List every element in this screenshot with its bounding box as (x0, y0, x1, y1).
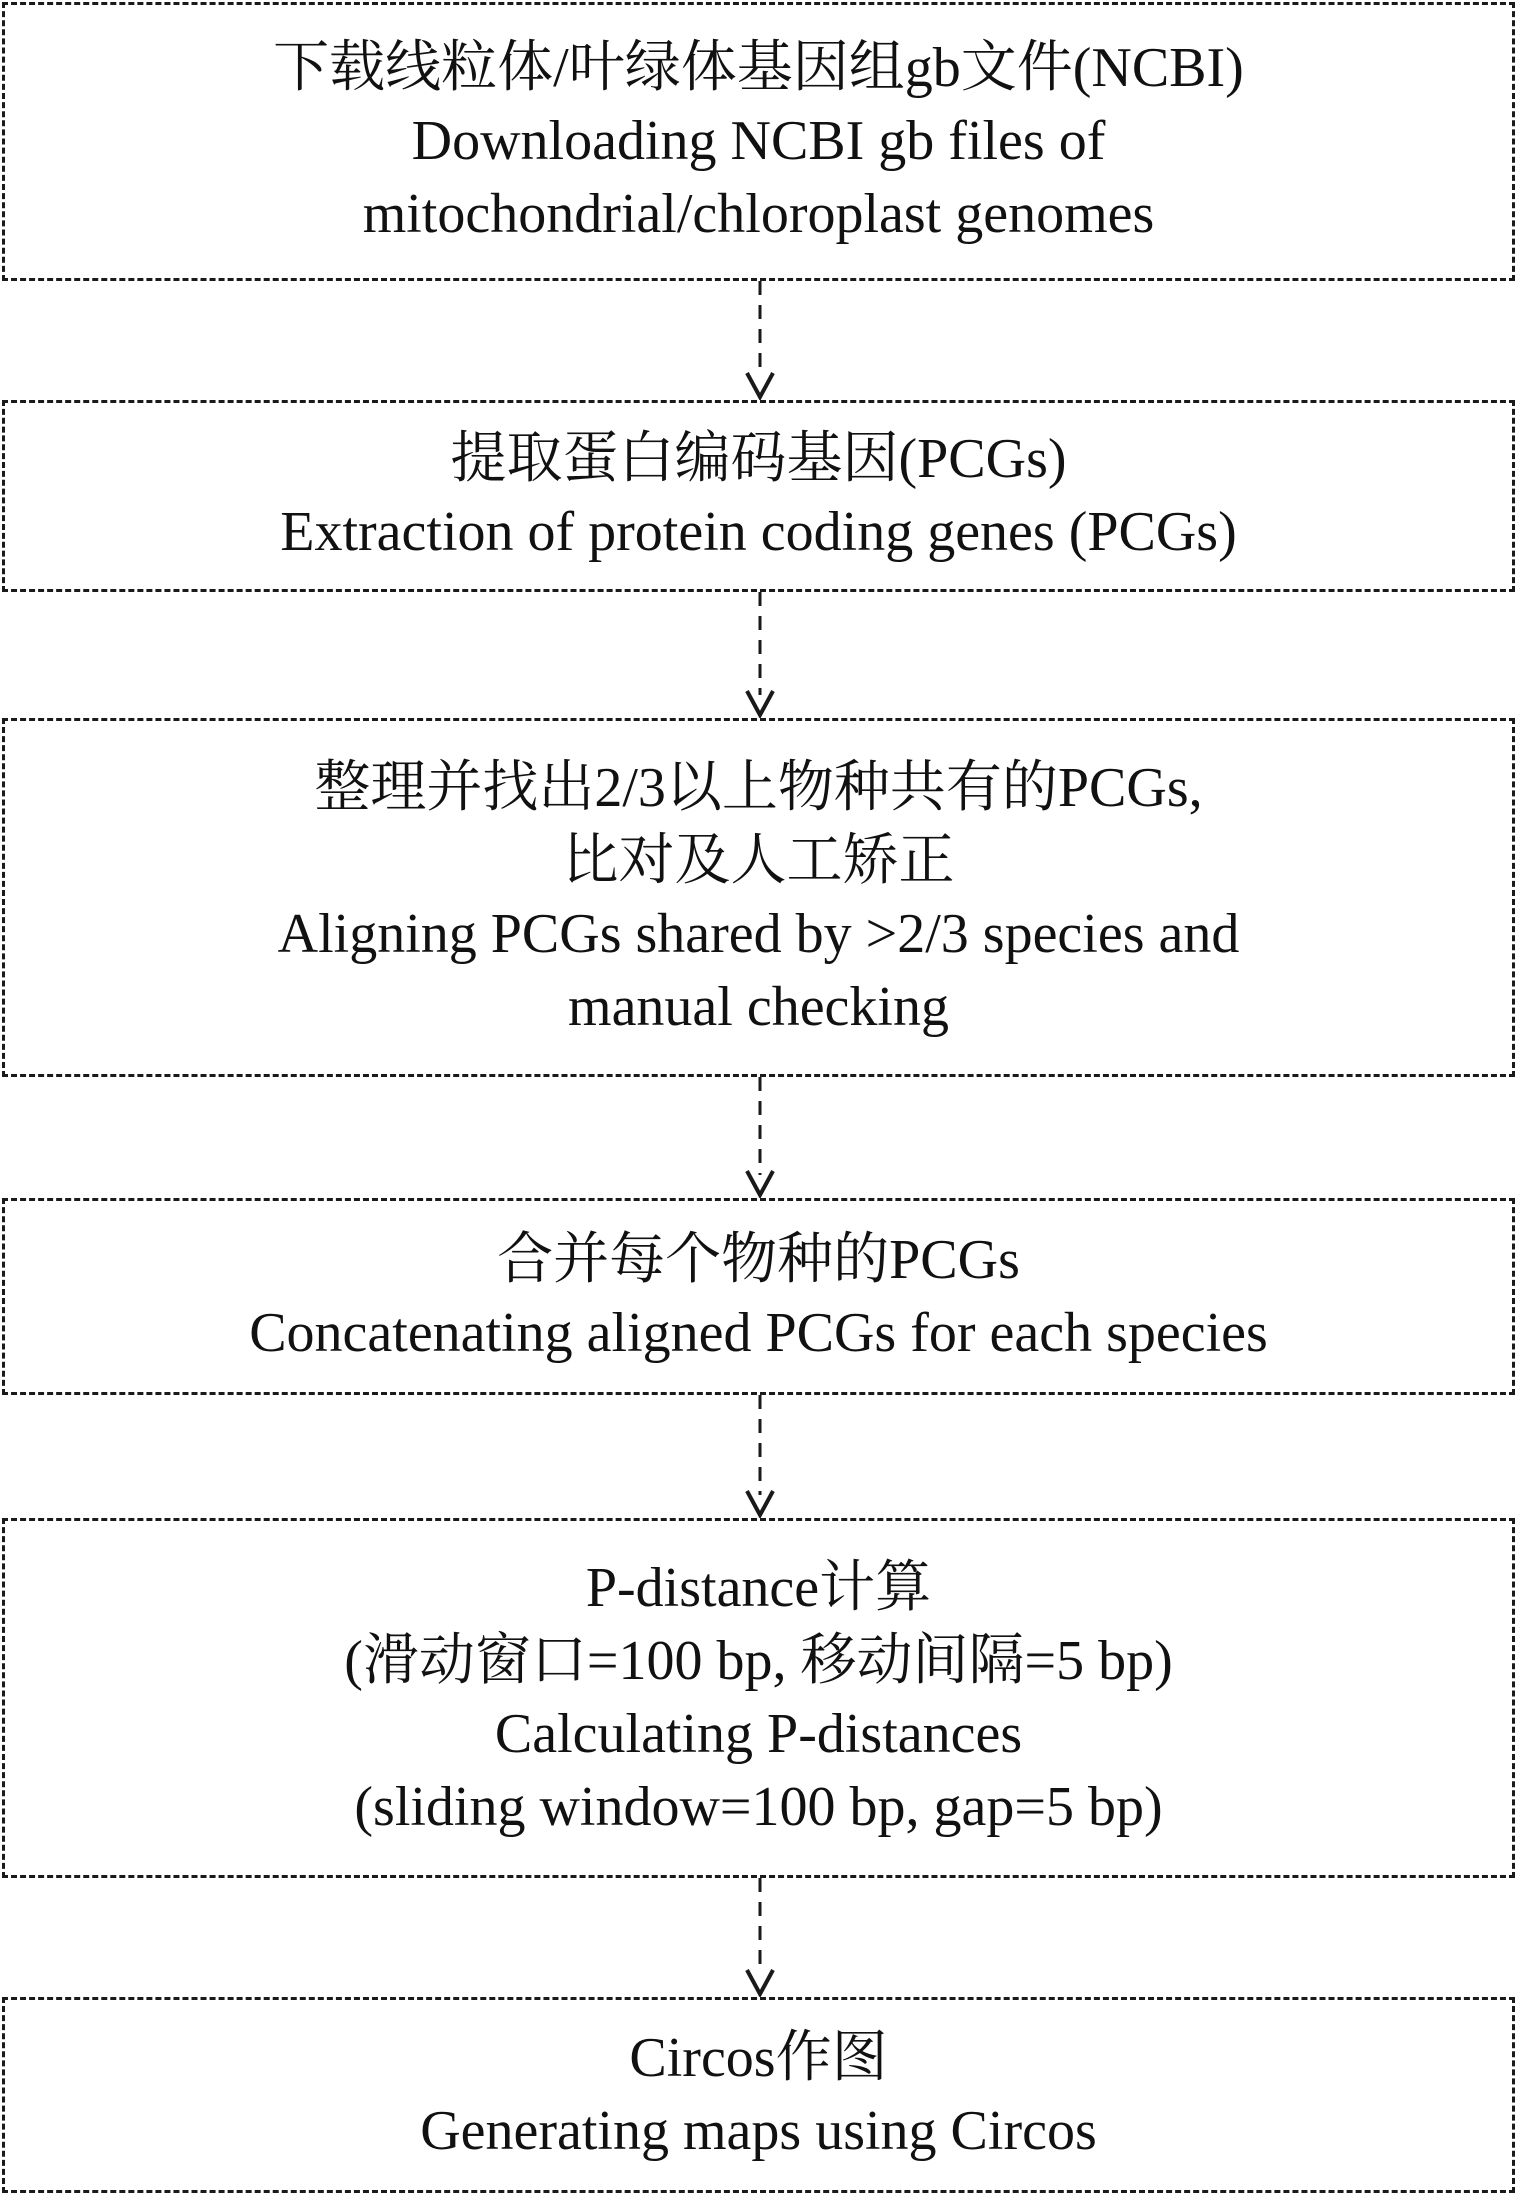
step-extract-pcgs (2, 400, 1515, 592)
flow-arrow (740, 592, 780, 718)
step-label-zh: 提取蛋白编码基因(PCGs) (450, 428, 1067, 490)
step-label-zh: (滑动窗口=100 bp, 移动间隔=5 bp) (344, 1630, 1173, 1692)
step-align-pcgs (2, 718, 1515, 1077)
step-label-zh: P-distance计算 (585, 1557, 932, 1619)
step-label-en: Downloading NCBI gb files of (411, 110, 1106, 172)
step-label-en: manual checking (568, 975, 949, 1038)
flow-arrow (740, 1077, 780, 1198)
step-label-en: Concatenating aligned PCGs for each species (249, 1301, 1268, 1364)
step-concatenate-pcgs (2, 1198, 1515, 1395)
step-label-zh: Circos作图 (629, 2027, 888, 2089)
step-label-en: Generating maps using Circos (420, 2100, 1097, 2162)
step-calculate-p-distance (2, 1518, 1515, 1878)
step-label-zh: 比对及人工矫正 (562, 829, 955, 892)
step-label-en: (sliding window=100 bp, gap=5 bp) (354, 1776, 1163, 1838)
step-label-en: mitochondrial/chloroplast genomes (362, 183, 1155, 245)
flow-arrow (740, 1878, 780, 1997)
flow-arrow (740, 1395, 780, 1518)
step-label-zh: 整理并找出2/3以上物种共有的PCGs, (314, 756, 1203, 819)
step-download-genomes (2, 2, 1515, 281)
step-label-zh: 下载线粒体/叶绿体基因组gb文件(NCBI) (273, 37, 1244, 99)
step-label-zh: 合并每个物种的PCGs (497, 1228, 1020, 1291)
step-label-en: Extraction of protein coding genes (PCGs) (280, 501, 1237, 563)
step-label-en: Calculating P-distances (494, 1703, 1023, 1765)
flow-arrow (740, 281, 780, 400)
step-circos-maps (2, 1997, 1515, 2193)
step-label-en: Aligning PCGs shared by >2/3 species and (277, 902, 1240, 965)
